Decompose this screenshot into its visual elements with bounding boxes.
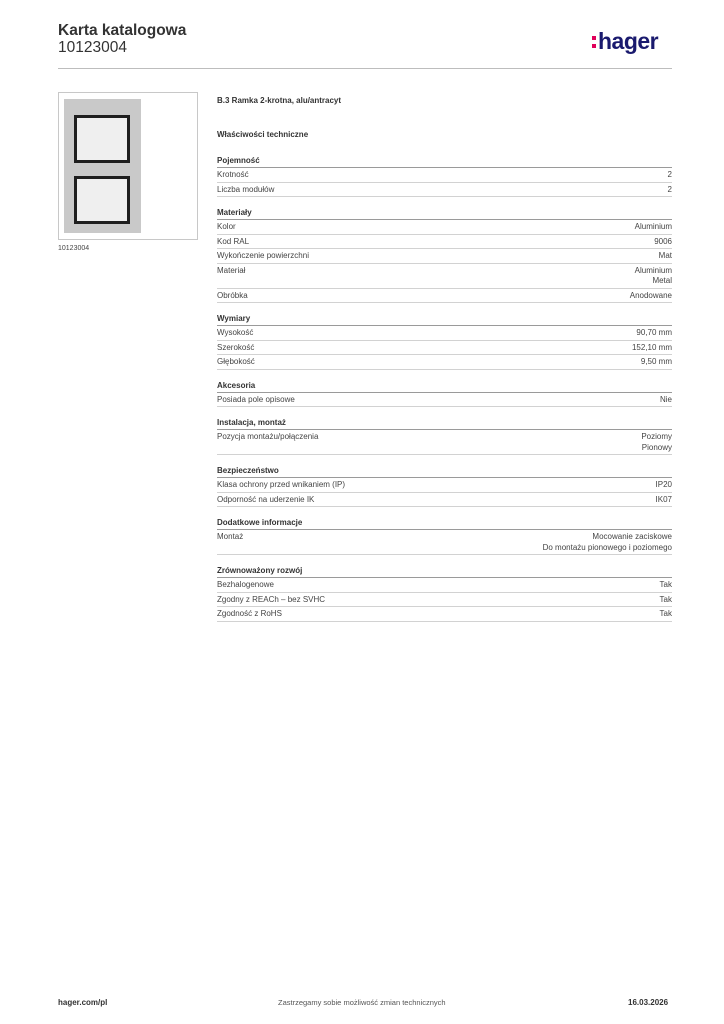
- spec-row: [217, 355, 672, 370]
- spec-row: [217, 235, 672, 250]
- spec-label: Szerokość: [217, 342, 255, 352]
- spec-row: [217, 168, 672, 183]
- spec-value-line: Metal: [652, 276, 672, 285]
- spec-label: Zgodny z REACh – bez SVHC: [217, 594, 326, 604]
- spec-section: [217, 313, 672, 370]
- spec-value-line: 9,50 mm: [640, 357, 672, 366]
- spec-row: [217, 593, 672, 608]
- spec-value-line: Tak: [659, 594, 672, 604]
- spec-label: Montaż: [217, 532, 244, 541]
- spec-value: [660, 609, 672, 620]
- frame-slot-bottom: [74, 176, 130, 224]
- spec-label: Obróbka: [217, 290, 248, 300]
- spec-value-line: Pionowy: [641, 442, 672, 452]
- spec-row: [217, 493, 672, 508]
- product-code: 10123004: [58, 39, 127, 56]
- spec-value: [636, 328, 672, 339]
- spec-section: [217, 565, 672, 622]
- spec-label: Klasa ochrony przed wnikaniem (IP): [217, 480, 346, 489]
- section-heading: Pojemność: [217, 155, 672, 168]
- product-title: B.3 Ramka 2-krotna, alu/antracyt: [217, 96, 342, 105]
- spec-label: Zgodność z RoHS: [217, 609, 282, 618]
- spec-row: [217, 289, 672, 304]
- spec-row: [217, 393, 672, 408]
- spec-row: [217, 478, 672, 493]
- spec-value-line: IP20: [655, 480, 672, 489]
- image-caption: 10123004: [58, 245, 90, 252]
- spec-value: [660, 580, 672, 591]
- spec-label: Głębokość: [217, 357, 255, 366]
- spec-row: [217, 607, 672, 622]
- page-title: Karta katalogowa: [58, 22, 187, 39]
- spec-row: [217, 430, 672, 455]
- spec-label: Liczba modułów: [217, 184, 275, 194]
- spec-value-line: Tak: [659, 580, 672, 589]
- spec-value: [630, 291, 672, 302]
- spec-label: Wykończenie powierzchni: [217, 251, 309, 260]
- spec-value: [668, 170, 672, 181]
- spec-value: [659, 251, 672, 262]
- spec-value-line: Aluminium: [634, 265, 672, 275]
- spec-label: Bezhalogenowe: [217, 580, 274, 589]
- spec-value: [635, 266, 672, 287]
- spec-value: [635, 222, 672, 233]
- section-heading: Akcesoria: [217, 380, 672, 393]
- section-heading: Wymiary: [217, 313, 672, 326]
- spec-value-line: 2: [667, 170, 672, 179]
- spec-value-line: IK07: [655, 494, 672, 504]
- spec-row: [217, 326, 672, 341]
- spec-value: [660, 395, 672, 406]
- spec-value-line: 90,70 mm: [636, 328, 672, 337]
- spec-label: Pozycja montażu/połączenia: [217, 432, 319, 441]
- section-heading: Materiały: [217, 207, 672, 220]
- spec-section: [217, 517, 672, 555]
- spec-row: [217, 183, 672, 198]
- spec-section: [217, 155, 672, 197]
- frame-plate-graphic: [64, 99, 141, 233]
- spec-value: [660, 595, 672, 606]
- spec-value-line: 152,10 mm: [631, 342, 672, 352]
- spec-value: [641, 357, 672, 368]
- spec-value: [656, 495, 672, 506]
- spec-content: [217, 96, 672, 632]
- spec-value-line: 2: [667, 184, 672, 194]
- spec-value: [641, 432, 672, 453]
- spec-value-line: Mat: [658, 251, 672, 260]
- spec-row: [217, 578, 672, 593]
- spec-value: [656, 480, 672, 491]
- spec-label: Krotność: [217, 170, 249, 179]
- spec-label: Materiał: [217, 265, 246, 275]
- spec-value: [668, 185, 672, 196]
- footer-disclaimer: Zastrzegamy sobie możliwość zmian technicznych: [278, 998, 446, 1007]
- footer-date: 16.03.2026: [628, 998, 669, 1007]
- spec-section: [217, 207, 672, 303]
- frame-slot-top: [74, 115, 130, 163]
- spec-row: [217, 264, 672, 289]
- spec-label: Wysokość: [217, 328, 254, 337]
- spec-value: [654, 237, 672, 248]
- spec-section: [217, 465, 672, 507]
- spec-label: Kolor: [217, 222, 236, 231]
- section-heading: Zrównoważony rozwój: [217, 565, 672, 578]
- logo-dots-icon: [592, 36, 597, 52]
- spec-value-line: Tak: [659, 609, 672, 618]
- spec-value-line: Poziomy: [641, 432, 672, 441]
- spec-label: Posiada pole opisowe: [217, 394, 295, 404]
- properties-title: Właściwości techniczne: [217, 130, 309, 139]
- spec-section: [217, 380, 672, 408]
- section-heading: Dodatkowe informacje: [217, 517, 672, 530]
- header-divider: [58, 68, 672, 69]
- spec-section: [217, 417, 672, 455]
- spec-value-line: Do montażu pionowego i poziomego: [542, 542, 672, 552]
- section-heading: Instalacja, montaż: [217, 417, 672, 430]
- spec-value: [632, 343, 672, 354]
- spec-value-line: Mocowanie zaciskowe: [592, 532, 672, 541]
- spec-value-line: Nie: [659, 394, 672, 404]
- spec-value-line: Aluminium: [634, 222, 672, 231]
- spec-value-line: 9006: [654, 236, 672, 246]
- spec-label: Kod RAL: [217, 236, 250, 246]
- spec-row: [217, 220, 672, 235]
- logo-text: hager: [598, 28, 659, 54]
- spec-label: Odporność na uderzenie IK: [217, 494, 315, 504]
- spec-row: [217, 530, 672, 555]
- spec-row: [217, 249, 672, 264]
- spec-sections: [217, 155, 672, 622]
- product-image: [58, 92, 198, 240]
- spec-row: [217, 341, 672, 356]
- spec-value-line: Anodowane: [629, 290, 672, 300]
- footer-website: hager.com/pl: [58, 998, 108, 1007]
- section-heading: Bezpieczeństwo: [217, 465, 672, 478]
- spec-value: [543, 532, 672, 553]
